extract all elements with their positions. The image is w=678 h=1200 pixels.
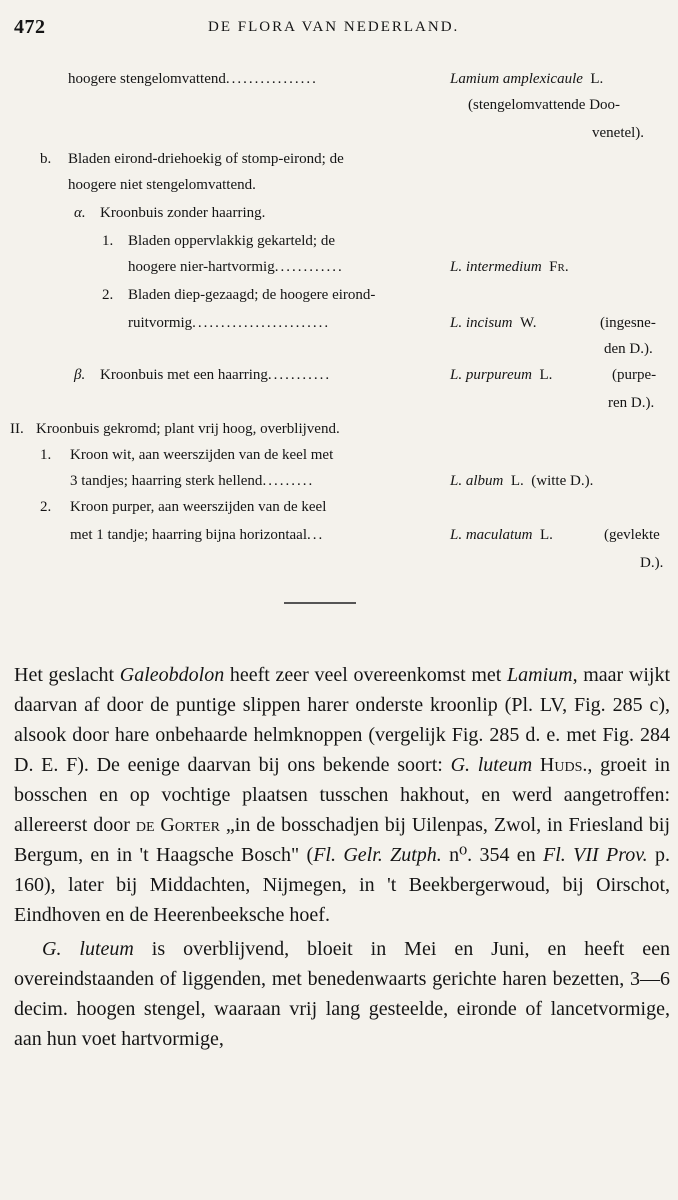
taxon-name: Lamium amplexicaule <box>450 71 583 87</box>
text-run: Het geslacht <box>14 664 120 686</box>
key-taxon-line <box>450 314 537 332</box>
key-text: hoogere niet stengelomvattend. <box>68 177 256 193</box>
key-label <box>74 204 86 222</box>
key-taxon-line <box>450 366 552 384</box>
key-text: 3 tandjes; haarring sterk hellend <box>70 473 263 489</box>
taxon-authority: W. <box>520 315 537 331</box>
key-label: 1. <box>102 233 114 249</box>
key-line <box>70 472 314 490</box>
common-name: (ingesne- <box>600 315 656 331</box>
key-text: Bladen oppervlakkig gekarteld; de <box>128 233 336 249</box>
body-text <box>14 660 670 1054</box>
taxon-authority: L. <box>540 527 553 543</box>
key-label: b. <box>40 151 52 167</box>
key-taxon-line <box>450 526 553 544</box>
taxon-name: L. maculatum <box>450 527 533 543</box>
paragraph <box>14 934 670 1054</box>
key-taxon-line <box>450 472 593 490</box>
author-name: Huds. <box>539 754 588 776</box>
leader-dots: ............ <box>274 259 344 275</box>
text-run: is overblijvend, bloeit in Mei en Juni, en heeft een overeindstaanden of liggenden, met benedenwaarts gerichte haren bezetten, 3—6 decim. hoogen stengel, waaraan vrij lang gesteelde, eironde of lancetvormige, aan hun voet hartvormige, <box>14 938 670 1050</box>
common-name: D.). <box>640 555 664 571</box>
common-name: (gevlekte <box>604 527 660 543</box>
key-text: hoogere stengelomvattend <box>68 71 226 87</box>
text-run: n⁰. 354 en <box>441 844 544 866</box>
taxon-name: L. purpureum <box>450 367 532 383</box>
leader-dots: ........................ <box>192 315 331 331</box>
key-taxon-line <box>450 70 603 88</box>
key-text: ruitvormig <box>128 315 193 331</box>
leader-dots: ................ <box>225 71 318 87</box>
key-label <box>74 366 85 384</box>
running-header <box>8 16 666 42</box>
key-text: Kroon wit, aan weerszijden van de keel met <box>70 447 334 463</box>
key-label: 2. <box>40 499 52 515</box>
taxon-name: L. intermedium <box>450 259 542 275</box>
common-name: den D.). <box>604 341 653 357</box>
greek-label: α. <box>74 205 86 221</box>
key-text: Kroon purper, aan weerszijden van de keel <box>70 499 327 515</box>
common-name: (stengelomvattende Doo- <box>468 97 621 113</box>
key-text: hoogere nier-hartvormig <box>128 259 275 275</box>
text-run: „in de bosschadjen bij Uilenpas, Zwol, in Friesland bij Bergum, en in 't Haagsche Bosch" ( <box>14 814 671 866</box>
key-text: met 1 tandje; haarring bijna horizontaal <box>70 527 307 543</box>
text-run: , groeit in bosschen en op vochtige plaatsen tusschen hakhout, en werd aangetroffen: allereerst door <box>14 754 671 836</box>
paragraph <box>14 660 670 930</box>
taxon-authority: L. <box>590 71 604 87</box>
page-number: 472 <box>14 16 46 38</box>
genus-name: Galeobdolon <box>119 664 225 686</box>
key-line <box>100 366 331 384</box>
key-text: Kroonbuis gekromd; plant vrij hoog, overblijvend. <box>36 421 340 437</box>
common-name: (witte D.). <box>531 473 594 489</box>
key-text: Kroonbuis met een haarring <box>100 367 268 383</box>
key-label: 2. <box>102 287 114 303</box>
key-text: Kroonbuis zonder haarring. <box>100 205 266 221</box>
key-text: Bladen eirond-driehoekig of stomp-eirond; de <box>68 151 344 167</box>
taxon-authority: Fr. <box>549 259 569 275</box>
text-run: heeft zeer veel overeenkomst met <box>224 664 507 686</box>
taxon-name: L. incisum <box>450 315 513 331</box>
key-text: Bladen diep-gezaagd; de hoogere eirond- <box>128 287 376 303</box>
key-taxon-line <box>450 258 569 276</box>
leader-dots: ........... <box>267 367 332 383</box>
common-name: venetel). <box>592 125 645 141</box>
key-line <box>68 70 318 88</box>
taxon-authority: L. <box>539 367 553 383</box>
key-label: 1. <box>40 447 52 463</box>
taxon-name: L. album <box>450 473 504 489</box>
species-name: G. luteum <box>42 938 134 960</box>
greek-label: β. <box>74 367 86 383</box>
citation-title: Fl. Gelr. Zutph. <box>313 844 442 866</box>
genus-name: Lamium <box>507 664 573 686</box>
text-run <box>532 754 540 776</box>
section-divider <box>284 602 356 604</box>
species-name: G. luteum <box>450 754 533 776</box>
taxon-authority: L. <box>510 473 524 489</box>
leader-dots: ... <box>307 527 325 543</box>
running-title: DE FLORA VAN NEDERLAND. <box>208 19 460 35</box>
key-label: II. <box>10 421 24 437</box>
key-line <box>128 314 330 332</box>
key-line <box>70 526 324 544</box>
text-run: p. 160), later bij Middachten, Nijmegen, in 't Beekbergerwoud, bij Oirschot, Eindhoven en de Heerenbeeksche hoef. <box>14 844 670 926</box>
common-name: ren D.). <box>608 395 655 411</box>
author-name: de Gorter <box>135 814 220 836</box>
leader-dots: ......... <box>262 473 315 489</box>
common-name: (purpe- <box>612 367 657 383</box>
text-run: , maar wijkt daarvan af door de puntige slippen harer onderste kroonlip (Pl. LV, Fig. 285 c), alsook door hare onbehaarde helmknoppen (vergelijk Fig. 285 d. e. met Fig. 284 D. E. F). De eenige daarvan bij ons bekende soort: <box>14 664 671 776</box>
key-line <box>128 258 344 276</box>
citation-title: Fl. VII Prov. <box>543 844 648 866</box>
